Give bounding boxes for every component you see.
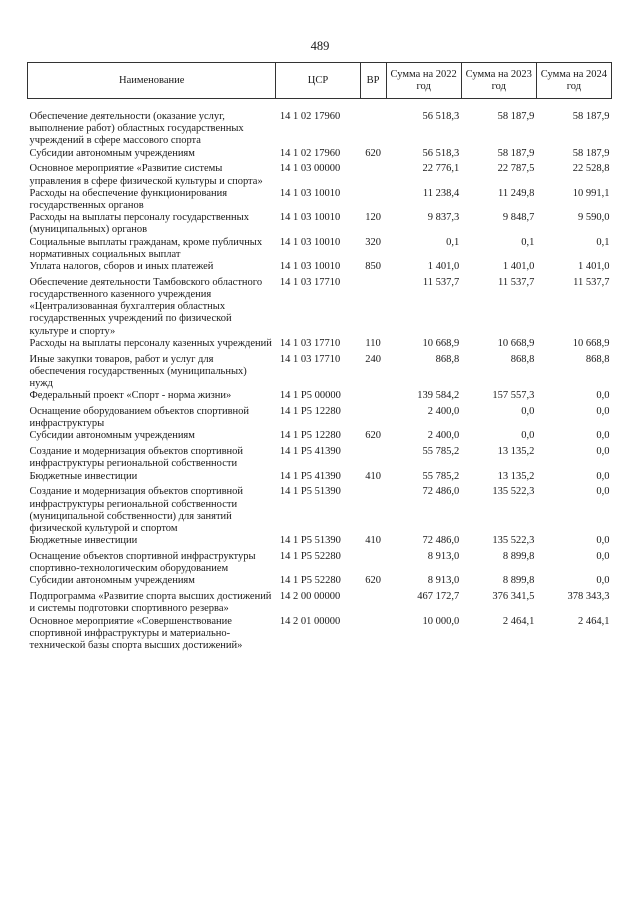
row-sum-2024: 58 187,9 — [572, 147, 610, 159]
row-csr: 14 2 00 00000 — [279, 591, 341, 603]
row-sum-2024: 22 528,8 — [572, 163, 610, 175]
row-csr: 14 1 02 17960 — [279, 111, 341, 122]
row-sum-2023: 13 135,2 — [497, 446, 535, 458]
row-sum-2022: 2 400,0 — [427, 406, 460, 418]
row-sum-2024: 0,1 — [596, 236, 610, 248]
table-row — [28, 148, 612, 164]
row-sum-2022: 11 238,4 — [422, 187, 460, 199]
row-csr: 14 1 P5 52280 — [279, 551, 341, 563]
row-sum-2022: 55 785,2 — [422, 470, 460, 482]
row-name: Обеспечение деятельности Тамбовского областного государственного казенного учреждения «Централизованная бухгалтерия областных государственных учреждений по физической культуре и спорту» — [29, 276, 263, 337]
row-sum-2022: 467 172,7 — [417, 591, 460, 603]
row-sum-2024: 0,0 — [596, 406, 610, 418]
table-row — [28, 471, 612, 487]
table-row — [28, 390, 612, 406]
row-sum-2023: 157 557,3 — [492, 390, 535, 402]
row-sum-2024: 0,0 — [596, 486, 610, 498]
row-sum-2023: 0,1 — [521, 236, 535, 248]
row-sum-2024: 2 464,1 — [578, 615, 610, 627]
row-vr: 620 — [365, 147, 381, 159]
row-vr — [360, 616, 386, 653]
row-sum-2024: 0,0 — [596, 430, 610, 442]
table-row — [28, 430, 612, 446]
row-vr — [360, 486, 386, 535]
row-vr: 620 — [365, 430, 381, 442]
row-vr — [360, 188, 386, 212]
row-name: Оснащение объектов спортивной инфраструктуры спортивно-технологическим оборудованием — [29, 551, 256, 575]
table-row — [28, 551, 612, 575]
row-sum-2023: 58 187,9 — [497, 111, 535, 122]
row-sum-2022: 72 486,0 — [422, 535, 460, 547]
row-name: Уплата налогов, сборов и иных платежей — [29, 261, 214, 273]
row-name: Создание и модернизация объектов спортивной инфраструктуры региональной собственности — [29, 446, 244, 470]
row-sum-2022: 868,8 — [435, 353, 460, 365]
row-sum-2022: 10 668,9 — [422, 337, 460, 349]
row-csr: 14 1 03 10010 — [279, 261, 341, 273]
header-sum-2022: Сумма на 2022 год — [386, 63, 461, 99]
row-sum-2022: 56 518,3 — [422, 111, 460, 122]
table-row — [28, 212, 612, 236]
row-sum-2022: 11 537,7 — [422, 276, 460, 288]
table-row — [28, 163, 612, 187]
row-csr: 14 1 P5 51390 — [279, 535, 341, 547]
row-name: Основное мероприятие «Развитие системы управления в сфере физической культуры и спорта» — [29, 163, 263, 187]
row-sum-2024: 378 343,3 — [567, 591, 610, 603]
row-sum-2023: 376 341,5 — [492, 591, 535, 603]
row-sum-2023: 10 668,9 — [497, 337, 535, 349]
table-row — [28, 261, 612, 277]
table-row — [28, 591, 612, 615]
row-vr — [360, 406, 386, 430]
table-row — [28, 277, 612, 338]
row-sum-2022: 56 518,3 — [422, 147, 460, 159]
row-sum-2024: 10 668,9 — [572, 337, 610, 349]
row-sum-2022: 10 000,0 — [422, 615, 460, 627]
row-vr — [360, 390, 386, 406]
row-csr: 14 1 P5 00000 — [279, 390, 341, 402]
row-sum-2023: 135 522,3 — [492, 486, 535, 498]
row-csr: 14 1 P5 12280 — [279, 406, 341, 418]
row-name: Федеральный проект «Спорт - норма жизни» — [29, 390, 232, 402]
row-csr: 14 1 P5 41390 — [279, 470, 341, 482]
table-row — [28, 446, 612, 470]
row-sum-2023: 0,0 — [521, 406, 535, 418]
row-csr: 14 1 03 10010 — [279, 236, 341, 248]
row-name: Создание и модернизация объектов спортивной инфраструктуры региональной собственности (муниципальной собственности) для занятий физической культурой и спортом — [29, 486, 244, 535]
table-row — [28, 354, 612, 391]
row-sum-2023: 8 899,8 — [502, 575, 535, 587]
row-csr: 14 1 03 00000 — [279, 163, 341, 175]
row-vr: 410 — [365, 535, 381, 547]
row-vr — [360, 163, 386, 187]
row-sum-2022: 55 785,2 — [422, 446, 460, 458]
row-csr: 14 1 P5 52280 — [279, 575, 341, 587]
row-name: Социальные выплаты гражданам, кроме публичных нормативных социальных выплат — [29, 236, 263, 260]
row-vr — [360, 551, 386, 575]
table-body — [28, 99, 612, 653]
row-sum-2022: 2 400,0 — [427, 430, 460, 442]
row-csr: 14 1 02 17960 — [279, 147, 341, 159]
table-row — [28, 237, 612, 261]
row-sum-2022: 1 401,0 — [427, 261, 460, 273]
row-sum-2024: 0,0 — [596, 551, 610, 563]
table-header — [28, 63, 612, 99]
row-sum-2022: 0,1 — [446, 236, 460, 248]
row-sum-2023: 11 249,8 — [497, 187, 535, 199]
row-csr: 14 1 03 17710 — [279, 337, 341, 349]
row-sum-2022: 139 584,2 — [417, 390, 460, 402]
header-name: Наименование — [28, 63, 276, 99]
row-vr: 110 — [365, 337, 381, 349]
row-sum-2024: 10 991,1 — [572, 187, 610, 199]
row-vr: 320 — [365, 236, 381, 248]
row-sum-2022: 22 776,1 — [422, 163, 460, 175]
row-name: Бюджетные инвестиции — [29, 470, 138, 482]
row-sum-2022: 8 913,0 — [427, 551, 460, 563]
table-row — [28, 575, 612, 591]
row-sum-2023: 58 187,9 — [497, 147, 535, 159]
row-vr: 850 — [365, 261, 381, 273]
row-name: Расходы на выплаты персоналу государственных (муниципальных) органов — [29, 212, 249, 236]
row-vr: 410 — [365, 470, 381, 482]
row-sum-2023: 0,0 — [521, 430, 535, 442]
row-csr: 14 1 03 10010 — [279, 187, 341, 199]
row-sum-2024: 9 590,0 — [578, 212, 610, 224]
row-sum-2024: 0,0 — [596, 390, 610, 402]
row-csr: 14 2 01 00000 — [279, 615, 341, 627]
row-vr — [360, 591, 386, 615]
row-sum-2023: 22 787,5 — [497, 163, 535, 175]
table-row — [28, 486, 612, 535]
row-name: Расходы на обеспечение функционирования государственных органов — [29, 187, 228, 212]
row-name: Иные закупки товаров, работ и услуг для обеспечения государственных (муниципальных) нужд — [29, 353, 247, 390]
table-row — [28, 99, 612, 148]
page-number: 489 — [310, 39, 330, 53]
row-csr: 14 1 P5 12280 — [279, 430, 341, 442]
row-csr: 14 1 P5 41390 — [279, 446, 341, 458]
row-name: Расходы на выплаты персоналу казенных учреждений — [29, 337, 272, 349]
row-vr: 120 — [365, 212, 381, 224]
row-sum-2023: 9 848,7 — [502, 212, 535, 224]
row-sum-2023: 11 537,7 — [497, 276, 535, 288]
row-name: Бюджетные инвестиции — [29, 535, 138, 547]
row-vr — [360, 446, 386, 470]
row-sum-2024: 0,0 — [596, 470, 610, 482]
row-vr: 240 — [365, 353, 381, 365]
row-sum-2024: 868,8 — [585, 353, 610, 365]
row-csr: 14 1 03 17710 — [279, 276, 341, 288]
header-csr: ЦСР — [276, 63, 360, 99]
table-row — [28, 406, 612, 430]
row-sum-2023: 868,8 — [510, 353, 535, 365]
row-csr: 14 1 P5 51390 — [279, 486, 341, 498]
row-name: Оснащение оборудованием объектов спортивной инфраструктуры — [29, 406, 250, 430]
header-vr: ВР — [360, 63, 386, 99]
row-csr: 14 1 03 10010 — [279, 212, 341, 224]
row-csr: 14 1 03 17710 — [279, 353, 341, 365]
row-name: Основное мероприятие «Совершенствование спортивной инфраструктуры и материально-технической базы спорта высших достижений» — [29, 615, 243, 652]
row-name: Подпрограмма «Развитие спорта высших достижений и системы подготовки спортивного резерва» — [29, 591, 272, 615]
row-sum-2023: 1 401,0 — [502, 261, 535, 273]
row-vr: 620 — [365, 575, 381, 587]
table-row — [28, 188, 612, 212]
row-sum-2024: 0,0 — [596, 535, 610, 547]
table-row — [28, 616, 612, 653]
row-sum-2022: 8 913,0 — [427, 575, 460, 587]
row-sum-2024: 58 187,9 — [572, 111, 610, 122]
row-name: Субсидии автономным учреждениям — [29, 575, 195, 587]
row-sum-2023: 8 899,8 — [502, 551, 535, 563]
header-sum-2024: Сумма на 2024 год — [536, 63, 611, 99]
row-sum-2024: 1 401,0 — [578, 261, 610, 273]
row-name: Субсидии автономным учреждениям — [29, 147, 195, 159]
header-sum-2023: Сумма на 2023 год — [461, 63, 536, 99]
row-sum-2024: 11 537,7 — [573, 276, 610, 288]
row-vr — [360, 277, 386, 338]
row-sum-2022: 9 837,3 — [427, 212, 460, 224]
row-name: Субсидии автономным учреждениям — [29, 430, 195, 442]
table-row — [28, 535, 612, 551]
row-sum-2022: 72 486,0 — [422, 486, 460, 498]
row-sum-2023: 135 522,3 — [492, 535, 535, 547]
row-sum-2023: 13 135,2 — [497, 470, 535, 482]
row-vr — [360, 99, 386, 148]
row-sum-2024: 0,0 — [596, 446, 610, 458]
row-sum-2023: 2 464,1 — [502, 615, 535, 627]
budget-table — [27, 62, 612, 652]
table-row — [28, 338, 612, 354]
row-sum-2024: 0,0 — [596, 575, 610, 587]
row-name: Обеспечение деятельности (оказание услуг, выполнение работ) областных государственных учреждений в сфере массового спорта — [29, 111, 244, 147]
